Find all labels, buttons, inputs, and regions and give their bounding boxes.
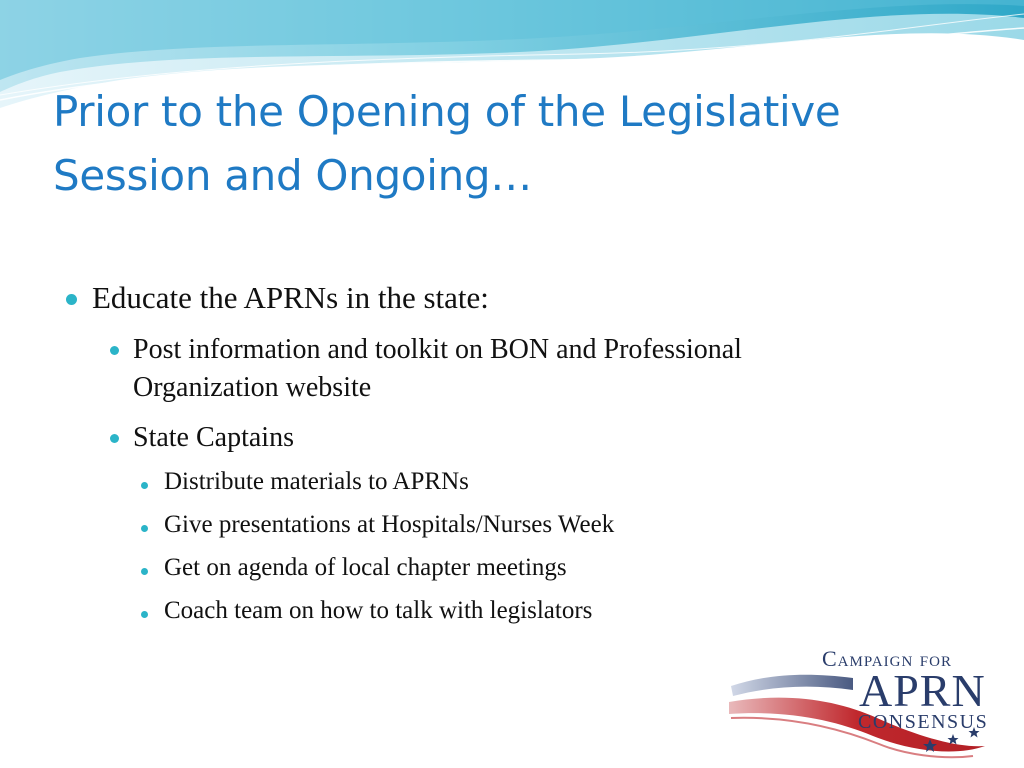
bullet-dot-icon xyxy=(141,611,148,618)
bullet-give-presentations: Give presentations at Hospitals/Nurses Week xyxy=(164,511,615,538)
bullet-dot-icon xyxy=(66,294,77,305)
bullet-dot-icon xyxy=(141,568,148,575)
logo-text-aprn: APRN xyxy=(859,665,986,716)
bullet-educate-aprns: Educate the APRNs in the state: xyxy=(92,280,489,315)
bullet-dot-icon xyxy=(141,482,148,489)
logo-text-consensus: CONSENSUS xyxy=(858,711,989,733)
bullet-distribute-materials: Distribute materials to APRNs xyxy=(164,468,469,495)
bullet-dot-icon xyxy=(110,346,119,355)
bullet-post-information-line2: Organization website xyxy=(133,372,372,403)
bullet-coach-team: Coach team on how to talk with legislators xyxy=(164,597,593,624)
bullet-get-on-agenda: Get on agenda of local chapter meetings xyxy=(164,554,567,581)
bullet-dot-icon xyxy=(110,434,119,443)
bullet-post-information-line1: Post information and toolkit on BON and Professional xyxy=(133,334,742,365)
logo-line1: Campaign for xyxy=(822,646,952,671)
bullet-dot-icon xyxy=(141,525,148,532)
bullet-state-captains: State Captains xyxy=(133,422,294,453)
slide-title-line2: Session and Ongoing… xyxy=(53,151,532,200)
slide-title-line1: Prior to the Opening of the Legislative xyxy=(53,87,841,136)
bullet-post-information xyxy=(133,331,742,407)
